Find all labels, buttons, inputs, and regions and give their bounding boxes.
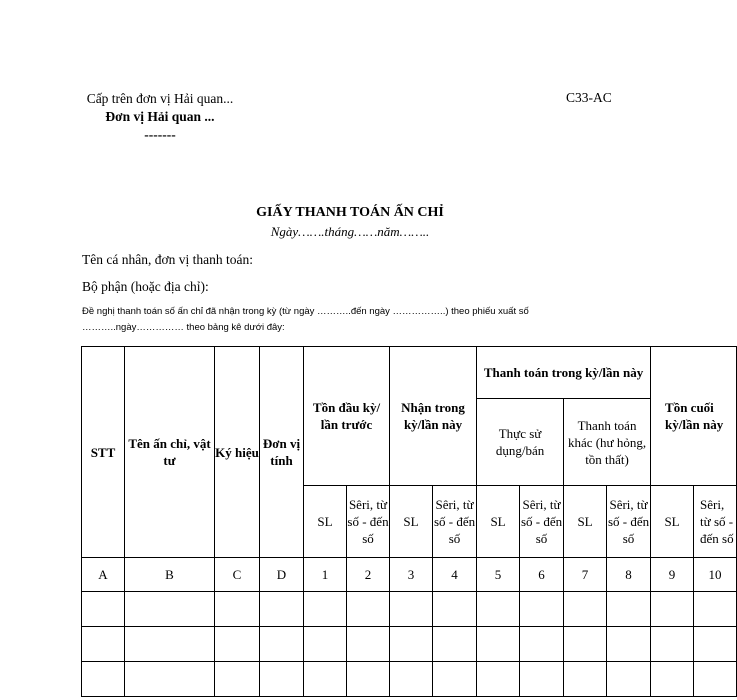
index-cell: B (125, 558, 215, 592)
opening-serial: Sêri, từ số - đến số (347, 486, 390, 558)
index-cell: C (215, 558, 260, 592)
opening-sl: SL (304, 486, 347, 558)
table-row (82, 662, 737, 697)
used-sl: SL (477, 486, 520, 558)
index-cell: 7 (564, 558, 607, 592)
col-stt: STT (82, 347, 125, 558)
other-sl: SL (564, 486, 607, 558)
index-cell: 8 (607, 558, 651, 592)
closing-sl: SL (651, 486, 694, 558)
index-cell: 4 (433, 558, 477, 592)
department-label: Bộ phận (hoặc địa chỉ): (82, 279, 209, 294)
form-code: C33-AC (566, 90, 612, 105)
col-used: Thực sử dụng/bán (477, 399, 564, 486)
voucher-table (81, 346, 737, 697)
col-opening: Tồn đầu kỳ/ lần trước (304, 347, 390, 486)
index-cell: 2 (347, 558, 390, 592)
col-name: Tên ấn chỉ, vật tư (125, 347, 215, 558)
other-serial: Sêri, từ số - đến số (607, 486, 651, 558)
header-dashes: ------- (144, 127, 176, 142)
received-sl: SL (390, 486, 433, 558)
col-unit: Đơn vị tính (260, 347, 304, 558)
index-cell: 3 (390, 558, 433, 592)
date-line: Ngày…….tháng……năm…….. (270, 224, 430, 239)
unit-name: Đơn vị Hải quan ... (105, 109, 215, 124)
used-serial: Sêri, từ số - đến số (520, 486, 564, 558)
closing-serial: Sêri, từ số - đến số (694, 486, 737, 558)
header-left (82, 90, 238, 144)
index-cell: A (82, 558, 125, 592)
col-symbol: Ký hiệu (215, 347, 260, 558)
index-cell: D (260, 558, 304, 592)
index-cell: 5 (477, 558, 520, 592)
payer-label: Tên cá nhân, đơn vị thanh toán: (82, 252, 253, 267)
index-cell: 6 (520, 558, 564, 592)
request-line-2: ………..ngày…………… theo bảng kê dưới đây: (82, 322, 285, 333)
index-cell: 10 (694, 558, 737, 592)
document-title: GIẤY THANH TOÁN ẤN CHỈ (256, 205, 444, 220)
col-payment: Thanh toán trong kỳ/lần này (477, 347, 651, 399)
received-serial: Sêri, từ số - đến số (433, 486, 477, 558)
col-other: Thanh toán khác (hư hỏng, tồn thất) (564, 399, 651, 486)
table-row (82, 592, 737, 627)
table-row (82, 627, 737, 662)
header-row-1 (82, 347, 737, 399)
request-line-1: Đề nghị thanh toán số ấn chỉ đã nhận trong kỳ (từ ngày ………..đến ngày ……………..) theo phiếu xuất số (82, 306, 529, 317)
index-cell: 1 (304, 558, 347, 592)
index-row (82, 558, 737, 592)
index-cell: 9 (651, 558, 694, 592)
superior-unit: Cấp trên đơn vị Hải quan... (86, 91, 234, 106)
col-received: Nhận trong kỳ/lần này (390, 347, 477, 486)
col-closing: Tồn cuối kỳ/lần này (651, 347, 737, 486)
